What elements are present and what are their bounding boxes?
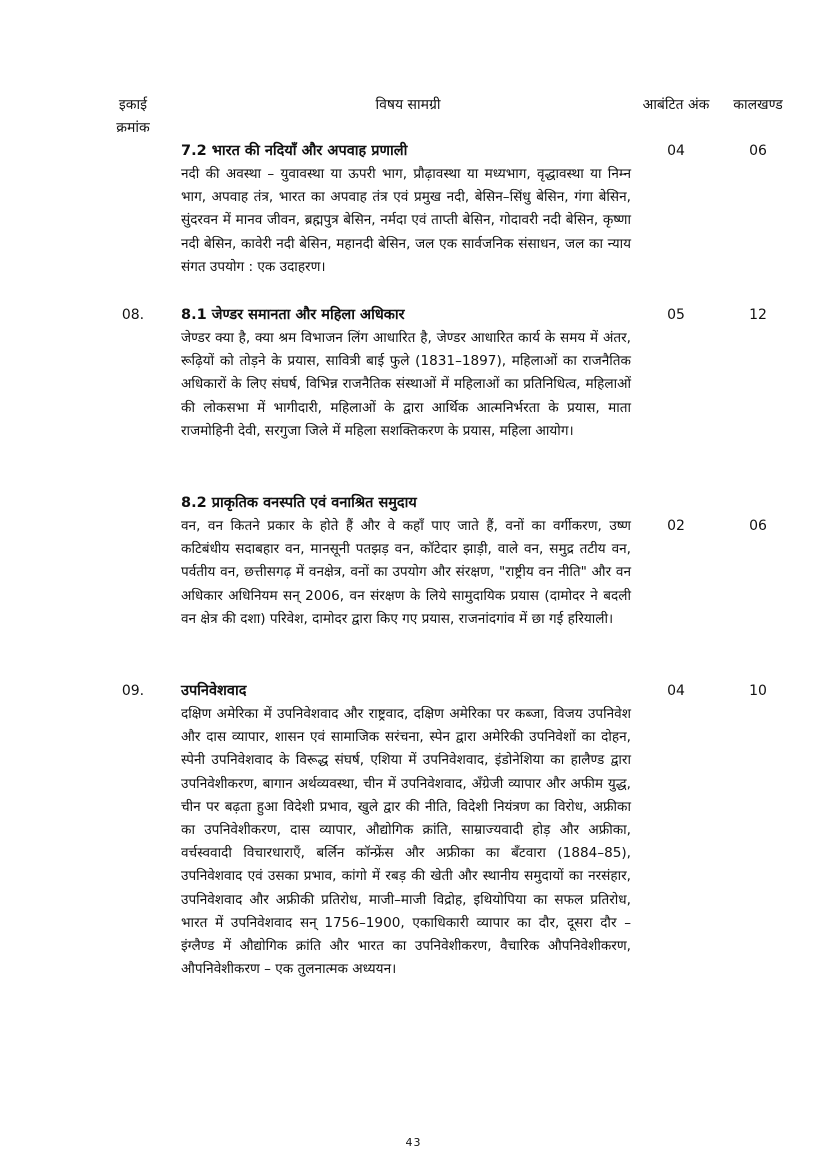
header-subject-content: विषय सामग्री	[375, 97, 441, 113]
section-8-1	[181, 304, 631, 443]
header-allotted-marks: आबंटित अंक	[642, 97, 710, 113]
section-title: 8.1 जेण्डर समानता और महिला अधिकार	[181, 307, 405, 323]
section-title: उपनिवेशवाद	[181, 683, 247, 699]
unit-number: 08.	[121, 307, 145, 323]
section-7-2	[181, 140, 631, 279]
header-unit-number: इकाई क्रमांक	[116, 97, 150, 136]
section-body: दक्षिण अमेरिका में उपनिवेशवाद और राष्ट्रवाद, दक्षिण अमेरिका पर कब्जा, विजय उपनिवेश और दास व्यापार, शासन एवं सामाजिक सरंचना, स्पेन द्वारा अमेरिकी उपनिवेशों का दोहन, स्पेनी उपनिवेशवाद के विरूद्ध संघर्ष, एशिया में उपनिवेशवाद, इंडोनेशिया का हालैण्ड द्वारा उपनिवेशीकरण, बागान अर्थव्यवस्था, चीन में उपनिवेशवाद, अँग्रेजी व्यापार और अफीम युद्ध, चीन पर बढ़ता हुआ विदेशी प्रभाव, खुले द्वार की नीति, विदेशी नियंत्रण का विरोध, अफ्रीका का उपनिवेशीकरण, दास व्यापार, औद्योगिक क्रांति, साम्राज्यवादी होड़ और अफ्रीका, वर्चस्ववादी विचारधाराएँ, बर्लिन कॉन्फ्रेंस और अफ्रीका का बँटवारा (1884–85), उपनिवेशवाद एवं उसका प्रभाव, कांगो में रबड़ की खेती और स्थानीय समुदायों का नरसंहार, उपनिवेशवाद और अफ्रीकी प्रतिरोध, माजी–माजी विद्रोह, इथियोपिया का सफल प्रतिरोध, भारत में उपनिवेशवाद सन् 1756–1900, एकाधिकारी व्यापार का दौर, दूसरा दौर – इंग्लैण्ड में औद्योगिक क्रांति और भारत का उपनिवेशीकरण, वैचारिक औपनिवेशीकरण, औपनिवेशीकरण – एक तुलनात्मक अध्ययन।	[181, 706, 631, 978]
section-marks: 04	[667, 683, 685, 699]
page-number: 43	[405, 1136, 422, 1149]
section-periods: 10	[749, 683, 767, 699]
section-periods: 06	[749, 143, 767, 159]
header-periods: कालखण्ड	[733, 97, 783, 113]
section-marks: 02	[667, 518, 685, 534]
section-marks: 05	[667, 307, 685, 323]
section-body: वन, वन कितने प्रकार के होते हैं और वे कहाँ पाए जाते हैं, वनों का वर्गीकरण, उष्ण कटिबंधीय सदाबहार वन, मानसूनी पतझड़ वन, कॉटेदार झाड़ी, वाले वन, समुद्र तटीय वन, पर्वतीय वन, छत्तीसगढ़ में वनक्षेत्र, वनों का उपयोग और संरक्षण, "राष्ट्रीय वन नीति" और वन अधिकार अधिनियम सन् 2006, वन संरक्षण के लिये सामुदायिक प्रयास (दामोदर ने बदली वन क्षेत्र की दशा) परिवेश, दामोदर द्वारा किए गए प्रयास, राजनांदगांव में छा गई हरियाली।	[181, 518, 631, 627]
section-9	[181, 680, 631, 981]
section-title: 7.2 भारत की नदियाँ और अपवाह प्रणाली	[181, 143, 408, 159]
section-body: नदी की अवस्था – युवावस्था या ऊपरी भाग, प्रौढ़ावस्था या मध्यभाग, वृद्धावस्था या निम्न भाग, अपवाह तंत्र, भारत का अपवाह तंत्र एवं प्रमुख नदी, बेसिन–सिंधु बेसिन, गंगा बेसिन, सुंदरवन में मानव जीवन, ब्रह्मपुत्र बेसिन, नर्मदा एवं ताप्ती बेसिन, गोदावरी नदी बेसिन, कृष्णा नदी बेसिन, कावेरी नदी बेसिन, महानदी बेसिन, जल एक सार्वजनिक संसाधन, जल का न्याय संगत उपयोग : एक उदाहरण।	[181, 166, 631, 275]
section-periods: 12	[749, 307, 767, 323]
section-8-2	[181, 492, 631, 631]
section-marks: 04	[667, 143, 685, 159]
unit-number: 09.	[121, 683, 145, 699]
section-title: 8.2 प्राकृतिक वनस्पति एवं वनाश्रित समुदाय	[181, 495, 417, 511]
section-body: जेण्डर क्या है, क्या श्रम विभाजन लिंग आधारित है, जेण्डर आधारित कार्य के समय में अंतर, रूढ़ियों को तोड़ने के प्रयास, सावित्री बाई फुले (1831–1897), महिलाओं का राजनैतिक अधिकारों के लिए संघर्ष, विभिन्न राजनैतिक संस्थाओं में महिलाओं का प्रतिनिधित्व, महिलाओं की लोकसभा में भागीदारी, महिलाओं के द्वारा आर्थिक आत्मनिर्भरता के प्रयास, माता राजमोहिनी देवी, सरगुजा जिले में महिला सशक्तिकरण के प्रयास, महिला आयोग।	[181, 330, 631, 439]
section-periods: 06	[749, 518, 767, 534]
